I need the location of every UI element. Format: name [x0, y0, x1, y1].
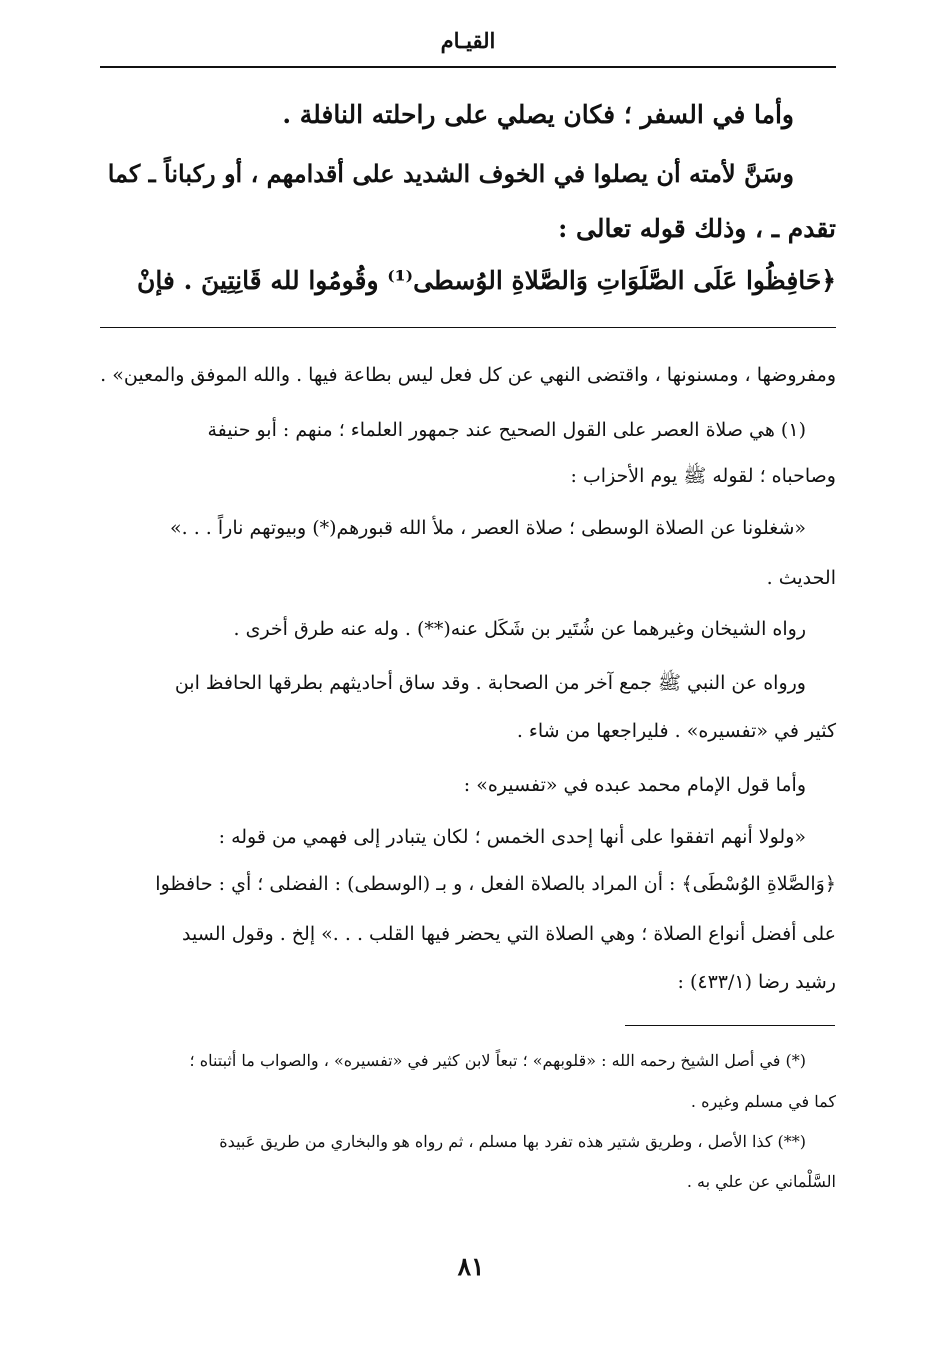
commentary-line: ﴿وَالصَّلاةِ الوُسْطَى﴾ : أن المراد بالصلاة الفعل ، و بـ (الوسطى) : الفضلى ؛ أي : حافظوا: [155, 873, 836, 895]
main-text-line: تقدم ـ ، وذلك قوله تعالى :: [558, 214, 836, 243]
footnote-rule: [625, 1025, 835, 1026]
commentary-line: ورواه عن النبي ﷺ جمع آخر من الصحابة . وقد ساق أحاديثهم بطرقها الحافظ ابن: [174, 672, 806, 694]
page-number: ٨١: [457, 1252, 485, 1281]
commentary-line: (١) هي صلاة العصر على القول الصحيح عند جمهور العلماء ؛ منهم : أبو حنيفة: [207, 419, 806, 441]
commentary-line: «شغلونا عن الصلاة الوسطى ؛ صلاة العصر ، ملأ الله قبورهم(*) وبيوتهم ناراً . . .»: [170, 517, 806, 539]
main-text-line: وأما في السفر ؛ فكان يصلي على راحلته النافلة .: [282, 100, 794, 129]
main-text-line: وسَنَّ لأمته أن يصلوا في الخوف الشديد على أقدامهم ، أو ركباناً ـ كما: [107, 159, 794, 188]
commentary-line: كثير في «تفسيره» . فليراجعها من شاء .: [516, 720, 836, 742]
footnote-line: (**) كذا الأصل ، وطريق شتير هذه تفرد بها مسلم ، ثم رواه هو والبخاري من طريق عَبيدة: [219, 1132, 806, 1151]
footnote-line: كما في مسلم وغيره .: [690, 1092, 836, 1111]
main-text-line: ﴿حَافِظُوا عَلَى الصَّلَوَاتِ وَالصَّلاةِ الوُسطى⁽¹⁾ وقُومُوا لله قَانِتِينَ . فإنْ: [136, 266, 836, 295]
header-rule: [100, 66, 836, 68]
commentary-line: رشيد رضا (٤٣٣/١) :: [677, 971, 836, 993]
commentary-line: ومفروضها ، ومسنونها ، واقتضى النهي عن كل فعل ليس بطاعة فيها . والله الموفق والمعين» .: [100, 364, 836, 386]
commentary-line: وصاحباه ؛ لقوله ﷺ يوم الأحزاب :: [570, 465, 836, 487]
commentary-line: على أفضل أنواع الصلاة ؛ وهي الصلاة التي يحضر فيها القلب . . .» إلخ . وقول السيد: [182, 923, 836, 945]
footnote-line: السَّلْماني عن علي به .: [686, 1172, 836, 1191]
commentary-line: رواه الشيخان وغيرهما عن شُتَير بن شَكَل عنه(**) . وله عنه طرق أخرى .: [233, 618, 806, 640]
running-title: القيـام: [440, 28, 496, 53]
commentary-rule: [100, 327, 836, 328]
footnote-line: (*) في أصل الشيخ رحمه الله : «قلوبهم» ؛ تبعاً لابن كثير في «تفسيره» ، والصواب ما أثبتناه ؛: [189, 1051, 806, 1070]
commentary-line: الحديث .: [766, 567, 836, 589]
commentary-line: وأما قول الإمام محمد عبده في «تفسيره» :: [463, 774, 806, 796]
commentary-line: «ولولا أنهم اتفقوا على أنها إحدى الخمس ؛ لكان يتبادر إلى فهمي من قوله :: [218, 826, 806, 848]
